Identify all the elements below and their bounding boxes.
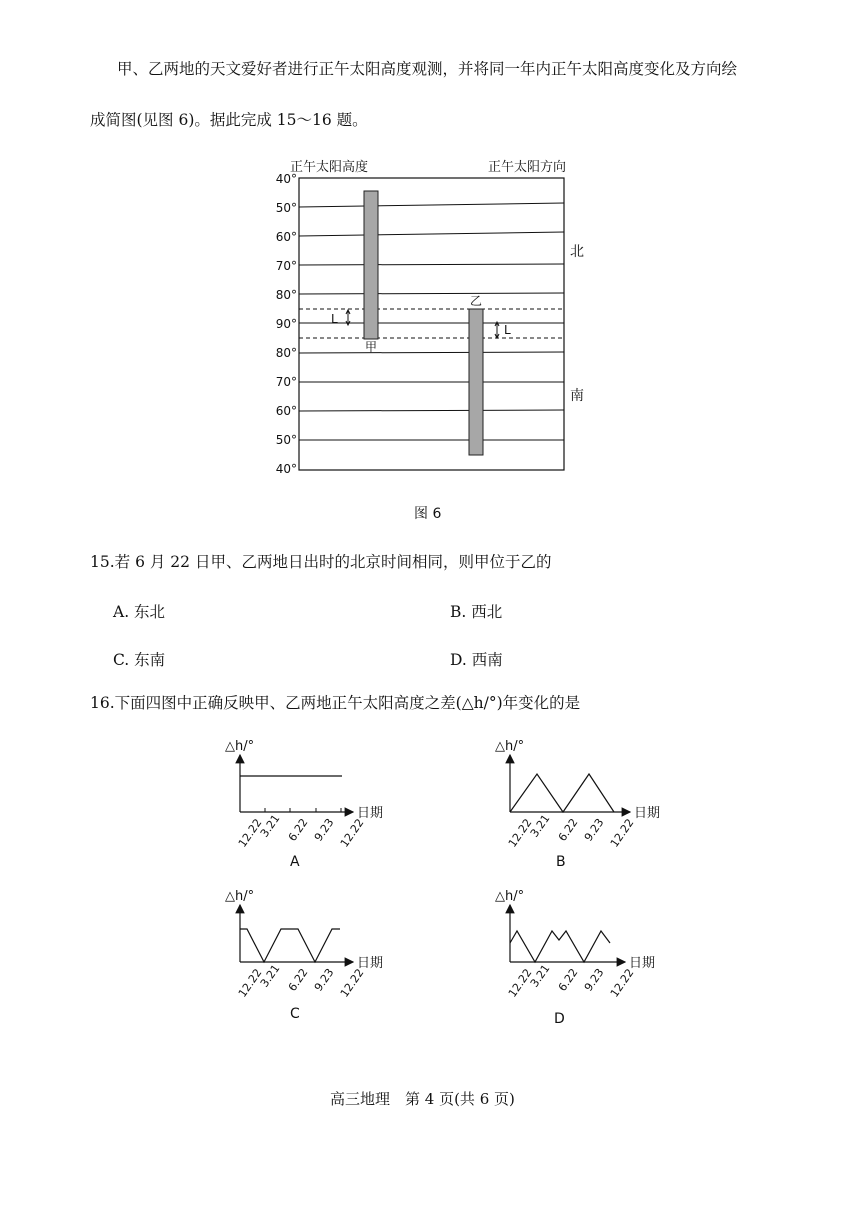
fig6-caption: 图 6 bbox=[414, 506, 442, 520]
label-south: 南 bbox=[570, 388, 584, 404]
fig6-right-title: 正午太阳方向 bbox=[488, 160, 567, 175]
q15-option-c: C. 东南 bbox=[113, 651, 166, 669]
graph-c-x-label: 日期 bbox=[357, 956, 384, 971]
fig6-left-title: 正午太阳高度 bbox=[290, 160, 369, 175]
q16-stem: 16.下面四图中正确反映甲、乙两地正午太阳高度之差(△h/°)年变化的是 bbox=[90, 694, 581, 712]
graph-c-y-label: △h/° bbox=[225, 889, 255, 904]
fig6-y-label: 40° bbox=[275, 462, 297, 476]
graph-b-date: 12.22 bbox=[607, 816, 637, 850]
graph-c bbox=[225, 889, 383, 1022]
fig6-y-label: 50° bbox=[275, 433, 297, 447]
q15-stem: 15.若 6 月 22 日甲、乙两地日出时的北京时间相同，则甲位于乙的 bbox=[90, 553, 552, 571]
bar-yi bbox=[469, 309, 483, 455]
graph-d-x-label: 日期 bbox=[629, 956, 656, 971]
q15-option-b: B. 西北 bbox=[450, 603, 503, 621]
graph-d-date: 12.22 bbox=[607, 966, 637, 1000]
graph-c-letter: C bbox=[290, 1006, 300, 1022]
label-L-right: L bbox=[504, 323, 511, 337]
fig6-y-label: 80° bbox=[275, 346, 297, 360]
graph-c-date: 12.22 bbox=[235, 966, 265, 1000]
label-L-left: L bbox=[331, 312, 338, 326]
figure-6 bbox=[0, 0, 860, 520]
graph-d bbox=[495, 889, 655, 1027]
graph-a-date: 6.22 bbox=[285, 816, 311, 844]
fig6-y-label: 80° bbox=[275, 288, 297, 302]
page-footer: 高三地理 第 4 页(共 6 页) bbox=[330, 1090, 515, 1108]
graph-d-letter: D bbox=[554, 1011, 565, 1027]
graph-c-date: 3.21 bbox=[257, 962, 283, 990]
graph-c-date: 6.22 bbox=[285, 966, 311, 994]
graph-d-date: 12.22 bbox=[505, 966, 535, 1000]
graph-b-date: 6.22 bbox=[555, 816, 581, 844]
label-jia: 甲 bbox=[365, 340, 378, 354]
fig6-y-label: 70° bbox=[275, 375, 297, 389]
graph-a-letter: A bbox=[290, 854, 300, 870]
fig6-y-labels bbox=[276, 172, 297, 476]
graph-c-date: 9.23 bbox=[311, 966, 337, 994]
graph-b-letter: B bbox=[556, 854, 566, 870]
fig6-y-label: 40° bbox=[275, 172, 297, 186]
graph-a bbox=[225, 739, 383, 870]
fig6-y-label: 60° bbox=[275, 230, 297, 244]
graph-a-date: 9.23 bbox=[311, 816, 337, 844]
graph-b-y-label: △h/° bbox=[495, 739, 525, 754]
graph-a-y-label: △h/° bbox=[225, 739, 255, 754]
graph-a-date: 12.22 bbox=[337, 816, 367, 850]
graph-c-date: 12.22 bbox=[337, 966, 367, 1000]
fig6-y-label: 60° bbox=[275, 404, 297, 418]
graph-b-date: 12.22 bbox=[505, 816, 535, 850]
q16-graphs bbox=[0, 720, 860, 1040]
graph-d-date: 9.23 bbox=[581, 966, 607, 994]
q15-option-a: A. 东北 bbox=[113, 603, 166, 621]
graph-b-date: 9.23 bbox=[581, 816, 607, 844]
graph-d-line bbox=[510, 931, 610, 962]
fig6-y-label: 70° bbox=[275, 259, 297, 273]
fig6-frame bbox=[299, 178, 564, 470]
fig6-gridlines bbox=[299, 203, 564, 440]
fig6-y-label: 90° bbox=[275, 317, 297, 331]
graph-a-date: 12.22 bbox=[235, 816, 265, 850]
label-north: 北 bbox=[570, 244, 584, 260]
graph-b bbox=[495, 739, 660, 870]
fig6-y-label: 50° bbox=[275, 201, 297, 215]
graph-a-date: 3.21 bbox=[257, 812, 283, 840]
graph-d-y-label: △h/° bbox=[495, 889, 525, 904]
graph-a-x-label: 日期 bbox=[357, 806, 384, 821]
intro-line-2: 成简图(见图 6)。据此完成 15～16 题。 bbox=[90, 111, 368, 129]
bar-jia bbox=[364, 191, 378, 339]
label-yi: 乙 bbox=[470, 294, 483, 308]
graph-c-line bbox=[240, 929, 340, 962]
q15-option-d: D. 西南 bbox=[450, 651, 503, 669]
graph-b-line bbox=[510, 774, 614, 812]
graph-d-date: 3.21 bbox=[527, 962, 553, 990]
graph-b-date: 3.21 bbox=[527, 812, 553, 840]
intro-line-1: 甲、乙两地的天文爱好者进行正午太阳高度观测，并将同一年内正午太阳高度变化及方向绘 bbox=[117, 60, 738, 78]
graph-d-date: 6.22 bbox=[555, 966, 581, 994]
graph-b-x-label: 日期 bbox=[634, 806, 661, 821]
